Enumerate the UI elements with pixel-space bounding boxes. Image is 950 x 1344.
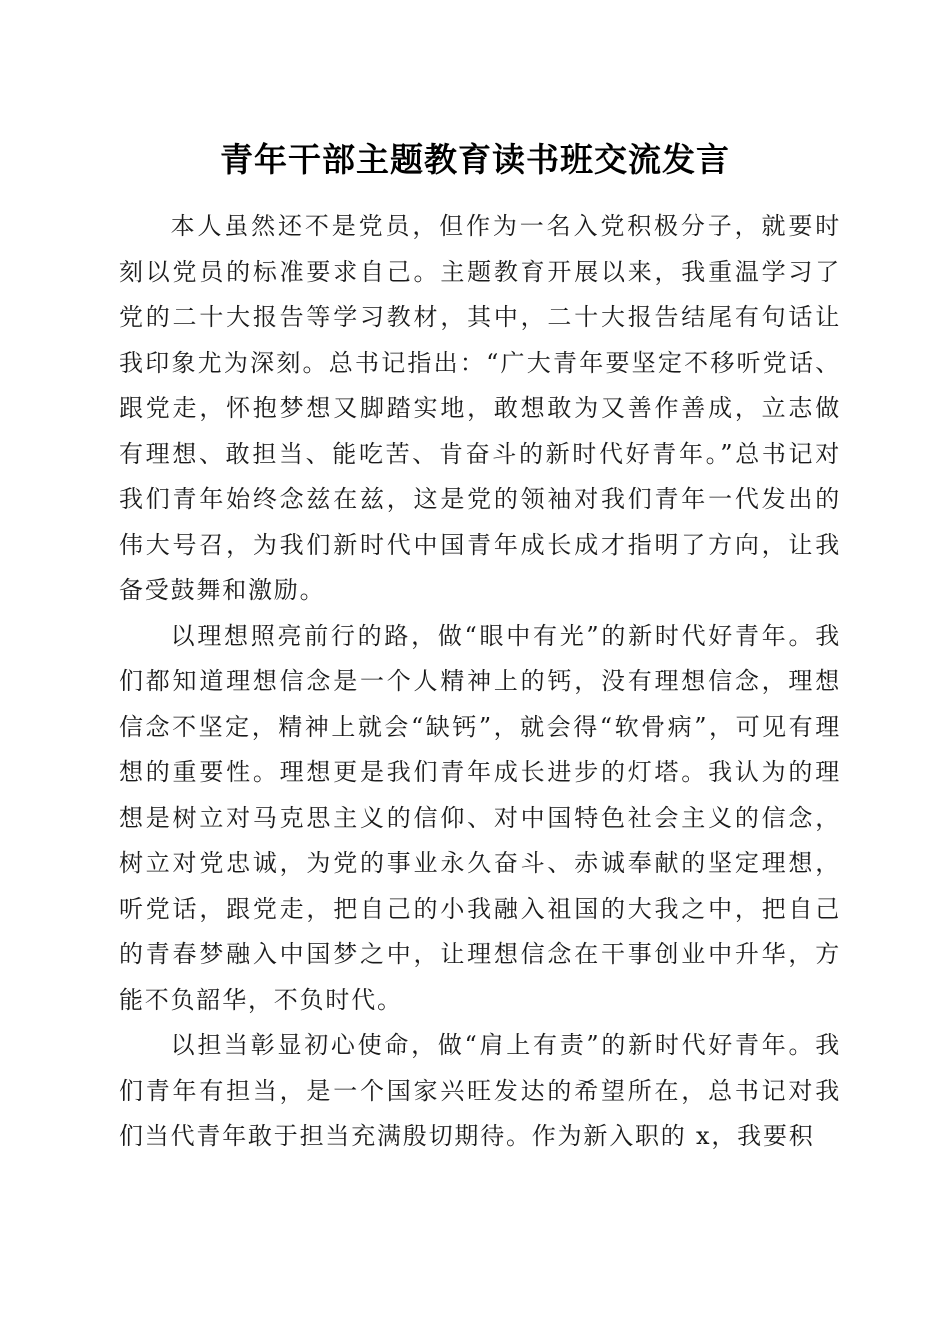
document-body xyxy=(119,204,841,1160)
document-title: 青年干部主题教育读书班交流发言 xyxy=(220,140,730,179)
paragraph-intro: 本人虽然还不是党员，但作为一名入党积极分子，就要时刻以党员的标准要求自己。主题教育开展以来，我重温学习了党的二十大报告等学习教材，其中，二十大报告结尾有句话让我印象尤为深刻。总书记指出：“广大青年要坚定不移听党话、跟党走，怀抱梦想又脚踏实地，敢想敢为又善作善成，立志做有理想、敢担当、能吃苦、肯奋斗的新时代好青年。”总书记对我们青年始终念兹在兹，这是党的领袖对我们青年一代发出的伟大号召，为我们新时代中国青年成长成才指明了方向，让我备受鼓舞和激励。 xyxy=(119,212,841,604)
paragraph-ideals: 以理想照亮前行的路，做“眼中有光”的新时代好青年。我们都知道理想信念是一个人精神上的钙，没有理想信念，理想信念不坚定，精神上就会“缺钙”，就会得“软骨病”，可见有理想的重要性。理想更是我们青年成长进步的灯塔。我认为的理想是树立对马克思主义的信仰、对中国特色社会主义的信念，树立对党忠诚，为党的事业永久奋斗、赤诚奉献的坚定理想，听党话，跟党走，把自己的小我融入祖国的大我之中，把自己的青春梦融入中国梦之中，让理想信念在干事创业中升华，方能不负韶华，不负时代。 xyxy=(119,621,841,1014)
paragraph-responsibility: 以担当彰显初心使命，做“肩上有责”的新时代好青年。我们青年有担当，是一个国家兴旺发达的希望所在，总书记对我们当代青年敢于担当充满殷切期待。作为新入职的 x，我要积 xyxy=(119,1031,841,1150)
